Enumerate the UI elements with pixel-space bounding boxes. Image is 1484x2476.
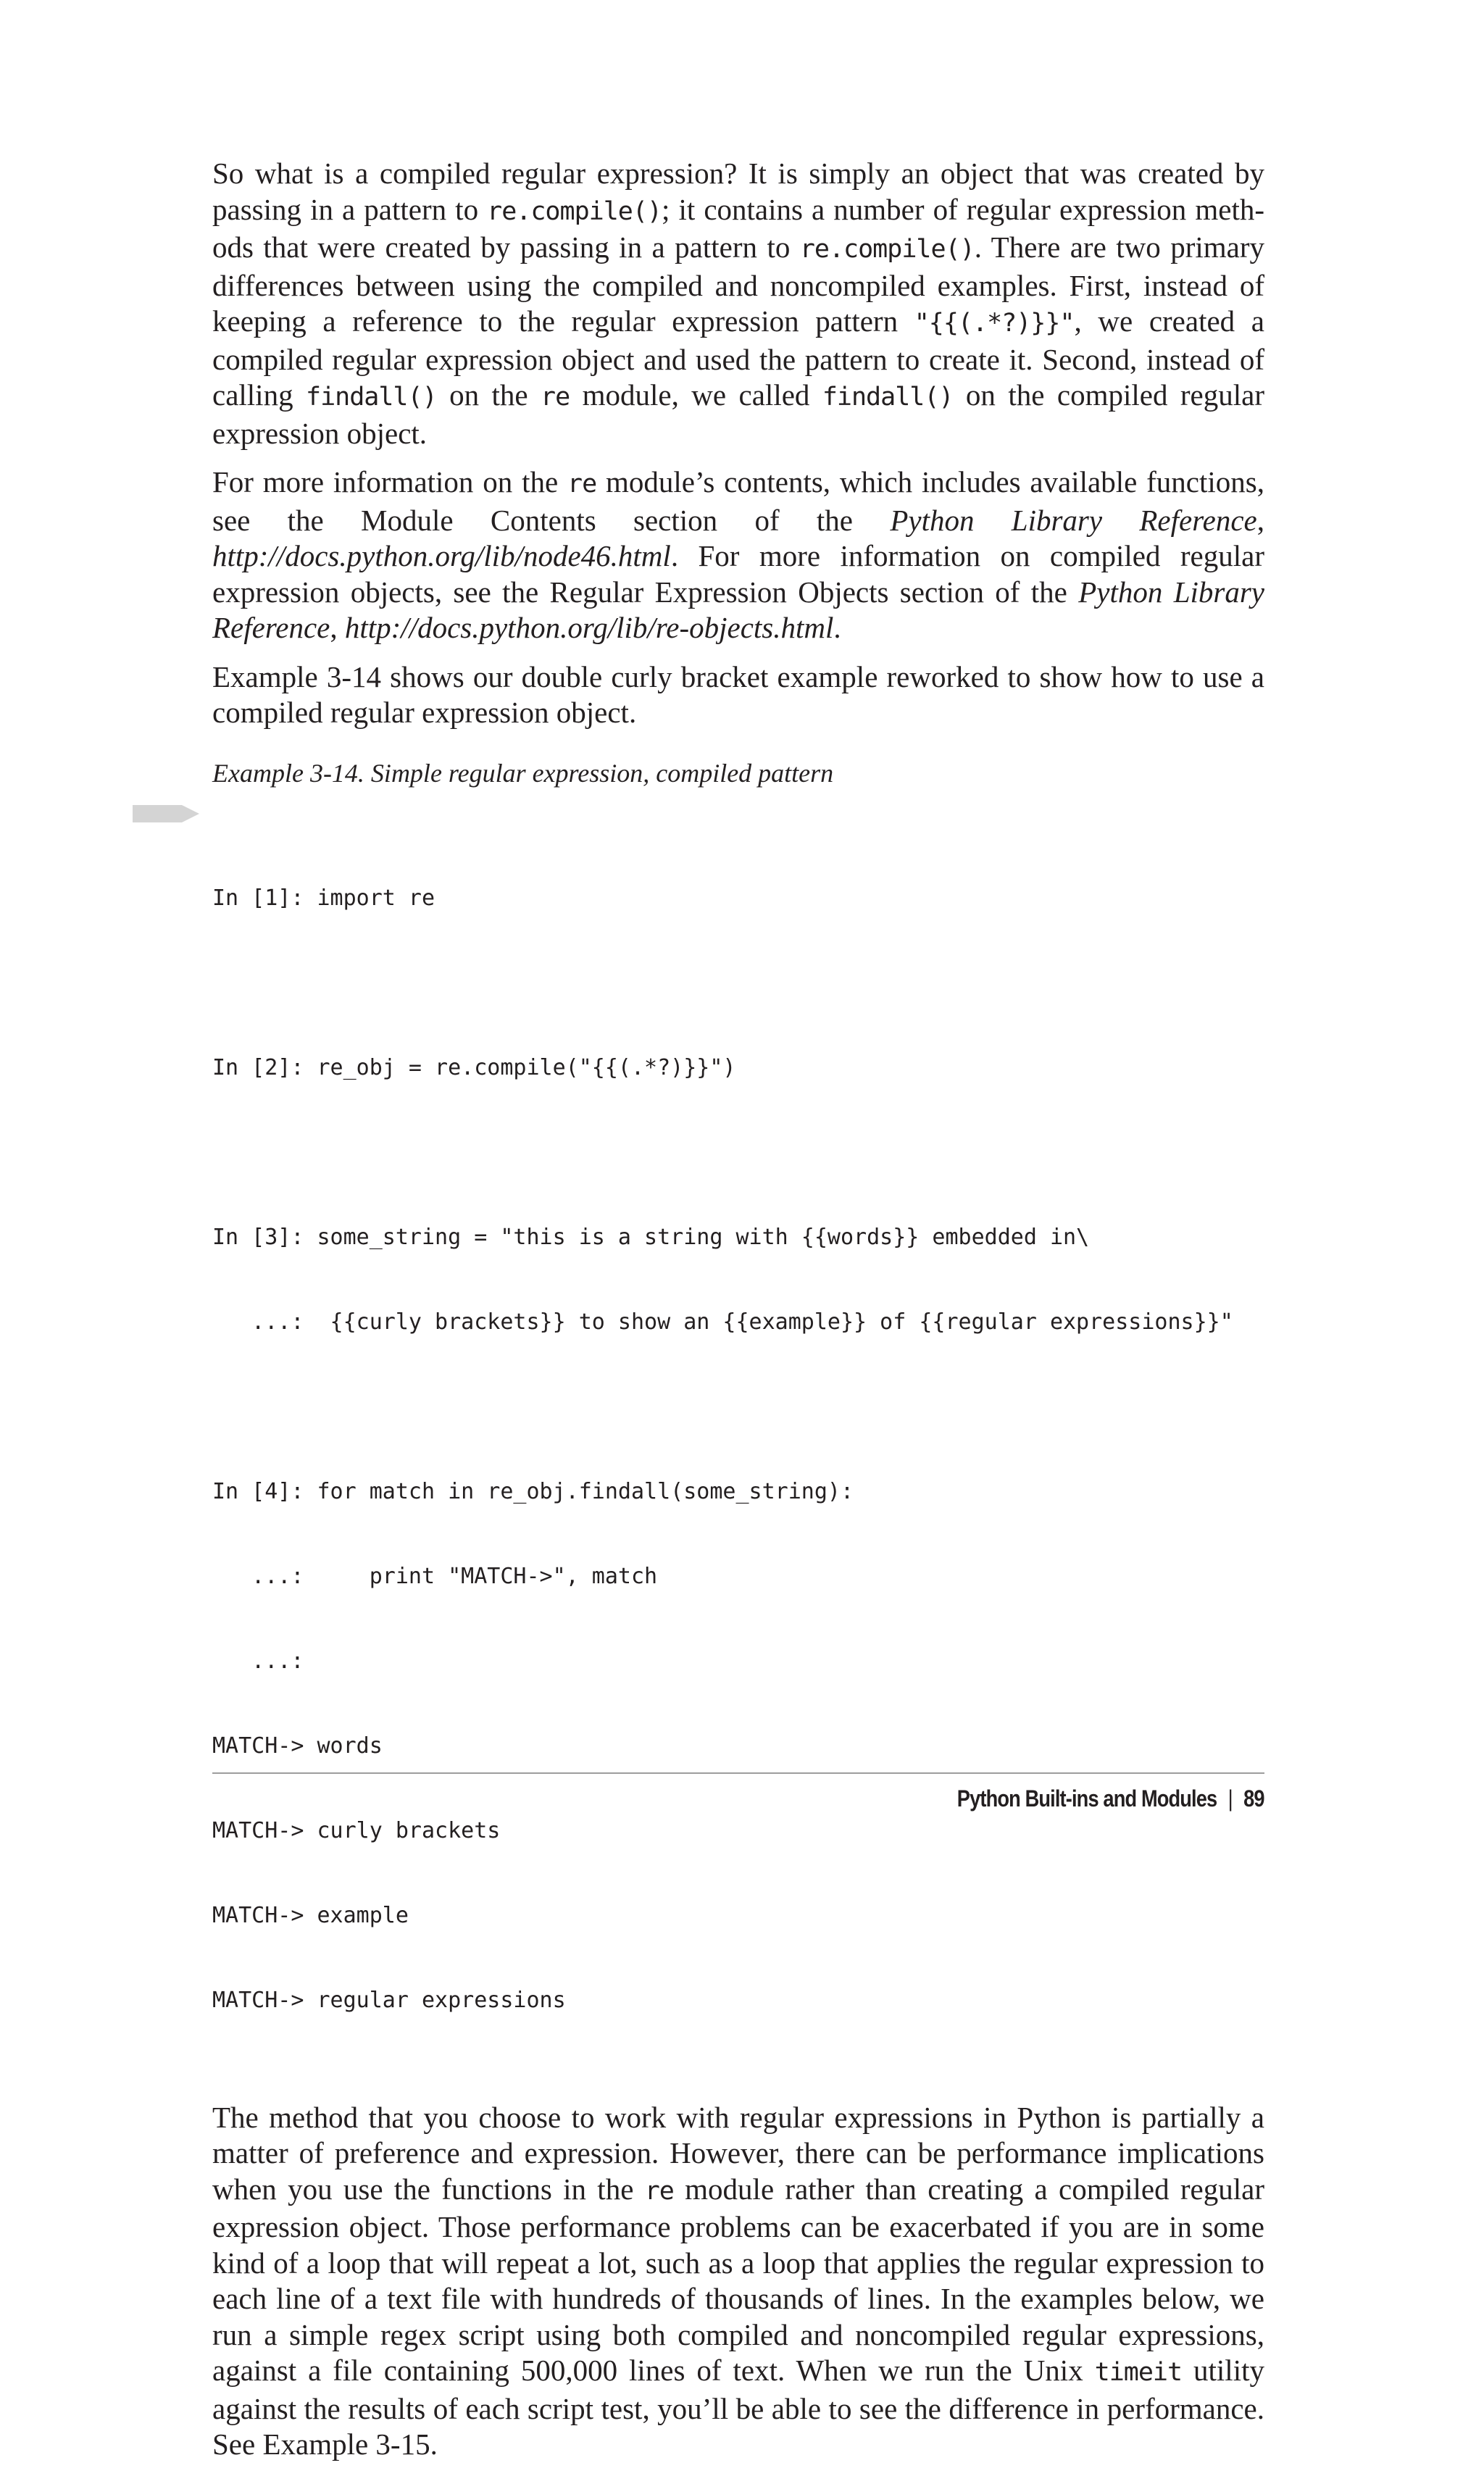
inline-code: re bbox=[567, 470, 597, 499]
text-run: ; it contains a number of regular expression methods that were created by passing in a pattern to bbox=[212, 192, 1265, 264]
inline-code: re.compile() bbox=[487, 196, 662, 226]
text-run: , bbox=[330, 611, 345, 644]
text-run: module’s contents, which includes available functions, see the Module Contents section of the bbox=[212, 465, 1264, 537]
book-title: Python Library Reference bbox=[212, 575, 1264, 644]
text-run: So what is a compiled regular expression? It is simply an object that was created by passing in a pattern to bbox=[212, 157, 1264, 226]
text-run: on the compiled regular expression object. bbox=[212, 378, 1264, 450]
text-run: utility against the results of each script test, you’ll be able to see the difference in performance. See Example 3-15. bbox=[212, 2354, 1264, 2461]
code-line bbox=[212, 1393, 1264, 1421]
url-link[interactable]: http://docs.python.org/lib/re-objects.html bbox=[344, 611, 834, 644]
page-number: 89 bbox=[1243, 1785, 1264, 1812]
arrow-marker-icon bbox=[133, 804, 199, 824]
inline-code: findall() bbox=[822, 383, 954, 412]
inline-code: timeit bbox=[1094, 2358, 1183, 2387]
code-line bbox=[212, 1138, 1264, 1167]
code-line: MATCH-> words bbox=[212, 1733, 383, 1759]
code-example bbox=[212, 799, 1264, 2071]
code-line: ...: {{curly brackets}} to show an {{example}} of {{regular expressions}}" bbox=[212, 1309, 1233, 1335]
text-run: module, we called bbox=[570, 378, 822, 412]
footer-separator: | bbox=[1227, 1785, 1233, 1812]
code-line: In [4]: for match in re_obj.findall(some_string): bbox=[212, 1478, 854, 1504]
paragraph-example-intro: Example 3-14 shows our double curly bracket example reworked to show how to use a compiled regular expression object. bbox=[212, 659, 1264, 729]
code-line bbox=[212, 969, 1264, 997]
url-link[interactable]: http://docs.python.org/lib/node46.html bbox=[212, 539, 671, 572]
code-line: MATCH-> curly brackets bbox=[212, 1817, 501, 1843]
page-footer bbox=[957, 1784, 1264, 1813]
text-run: module rather than creating a compiled regular expression object. Those performance problems can be exacerbated if you are in some kind of a loop that will repeat a lot, such as a loop that applies the regular expression to each line of a text file with hundreds of thousands of lines. In the examples below, we run a simple regex script using both compiled and noncompiled regular expressions, against a file containing 500,000 lines of text. When we run the Unix bbox=[212, 2172, 1264, 2387]
paragraph-performance bbox=[212, 2100, 1264, 2463]
inline-code: "{{(.*?)}}" bbox=[914, 309, 1075, 338]
code-line: ...: print "MATCH->", match bbox=[212, 1563, 658, 1589]
footer-divider bbox=[212, 1772, 1264, 1774]
inline-code: re bbox=[644, 2176, 674, 2206]
running-section-title: Python Built-ins and Modules bbox=[957, 1785, 1217, 1812]
paragraph-compiled-regex-explanation bbox=[212, 156, 1264, 451]
text-run: . bbox=[833, 611, 841, 644]
paragraph-more-information bbox=[212, 464, 1264, 646]
code-line: MATCH-> example bbox=[212, 1902, 409, 1928]
text-run: For more information on the bbox=[212, 465, 568, 499]
inline-code: re.compile() bbox=[799, 235, 975, 264]
code-line: MATCH-> regular expressions bbox=[212, 1987, 566, 2013]
example-caption: Example 3-14. Simple regular expression, compiled pattern bbox=[212, 758, 834, 788]
code-line: In [1]: import re bbox=[212, 885, 435, 911]
page-content bbox=[212, 156, 1264, 2476]
text-run: . For more information on compiled regular expression objects, see the Regular Expression Objects section of the bbox=[212, 539, 1264, 609]
book-title: Python Library Reference bbox=[890, 503, 1257, 537]
text-run: . There are two primary differences between using the compiled and noncompiled examples. First, instead of keeping a reference to the regular expression pattern bbox=[212, 230, 1264, 338]
code-line: In [3]: some_string = "this is a string with {{words}} embedded in\ bbox=[212, 1224, 1090, 1250]
text-run: The method that you choose to work with regular expressions in Python is partially a matter of preference and expression. However, there can be performance implications when you use the functions in the bbox=[212, 2100, 1264, 2206]
inline-code: findall() bbox=[306, 383, 437, 412]
text-run: , we created a compiled regular expression object and used the pattern to create it. Second, instead of calling bbox=[212, 304, 1264, 412]
text-run: on the bbox=[436, 378, 541, 412]
inline-code: re bbox=[541, 383, 570, 412]
code-line: ...: bbox=[212, 1648, 304, 1674]
text-run: , bbox=[1256, 503, 1264, 537]
code-line: In [2]: re_obj = re.compile("{{(.*?)}}") bbox=[212, 1054, 736, 1080]
